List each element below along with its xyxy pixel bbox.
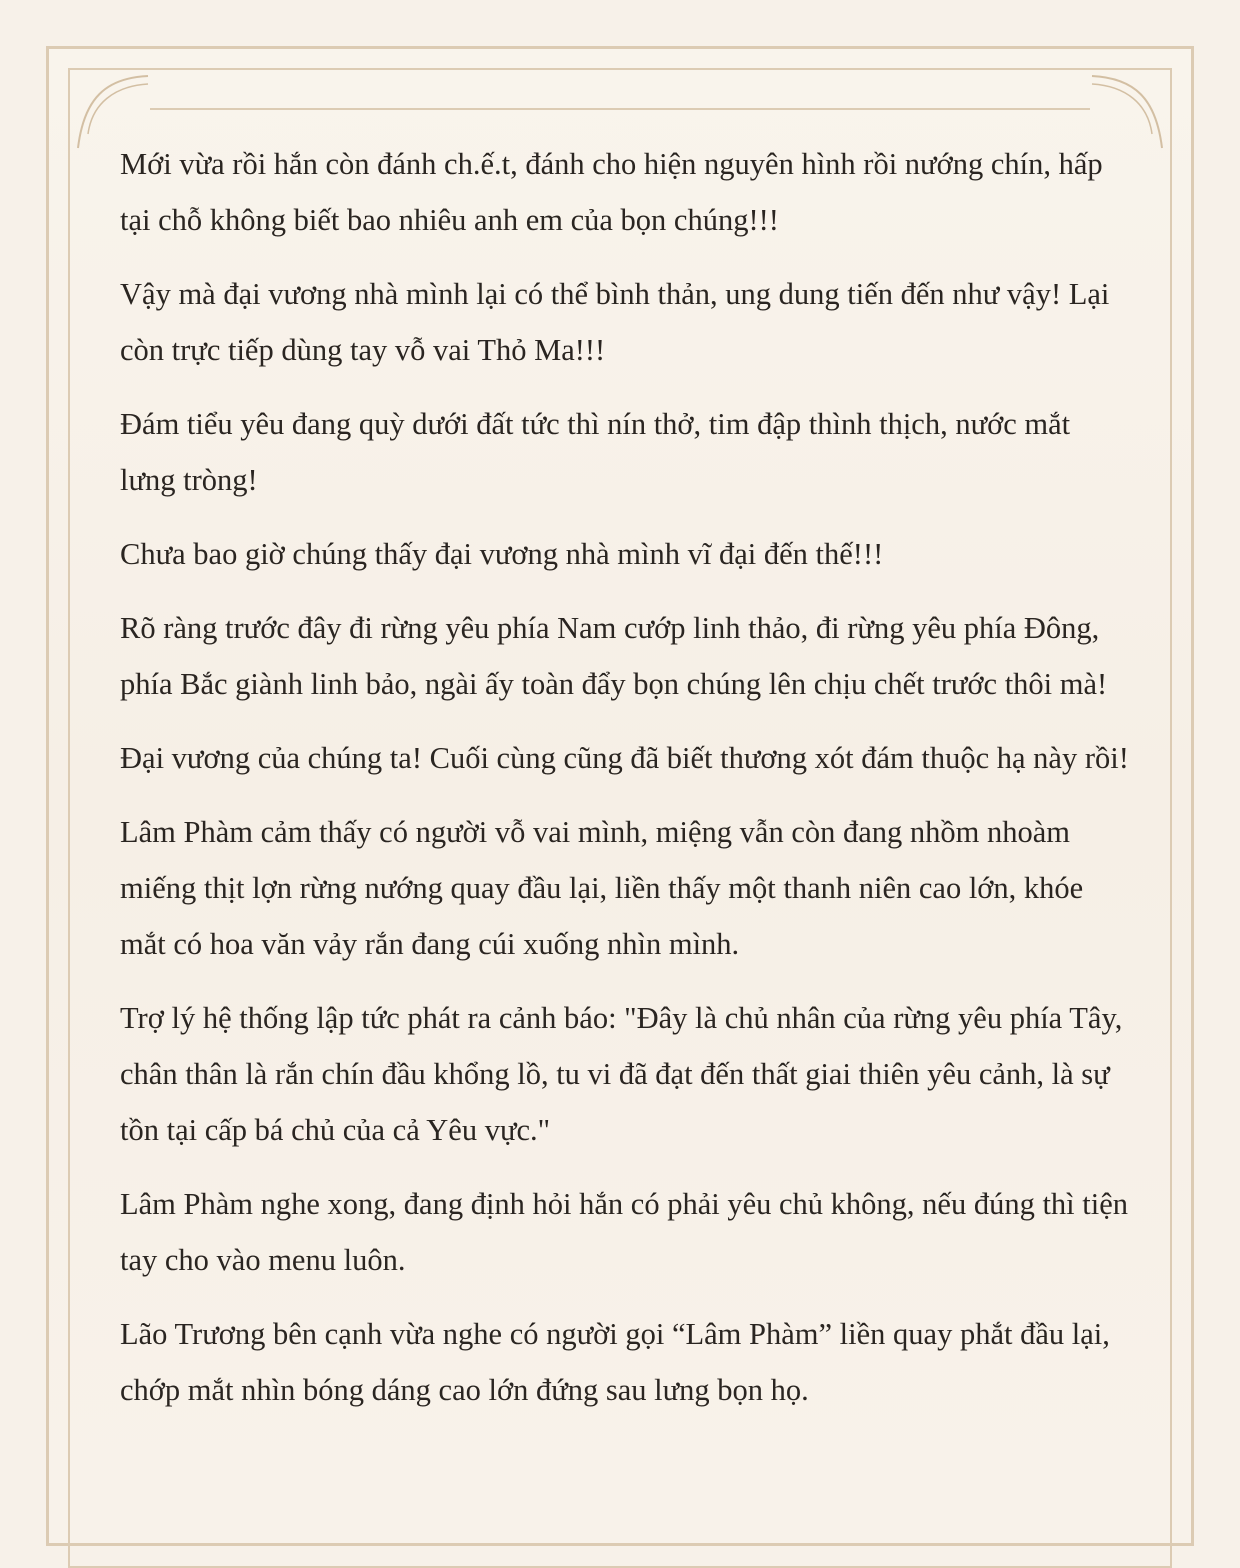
paragraph: Mới vừa rồi hắn còn đánh ch.ế.t, đánh cho hiện nguyên hình rồi nướng chín, hấp tại chỗ không biết bao nhiêu anh em của bọn chúng!!! xyxy=(120,147,1103,237)
paragraph: Lão Trương bên cạnh vừa nghe có người gọi “Lâm Phàm” liền quay phắt đầu lại, chớp mắt nhìn bóng dáng cao lớn đứng sau lưng bọn họ. xyxy=(120,1317,1110,1407)
paragraph: Đại vương của chúng ta! Cuối cùng cũng đã biết thương xót đám thuộc hạ này rồi! xyxy=(120,741,1129,775)
paragraph: Chưa bao giờ chúng thấy đại vương nhà mình vĩ đại đến thế!!! xyxy=(120,537,884,571)
chapter-text xyxy=(120,136,1130,1436)
paragraph: Vậy mà đại vương nhà mình lại có thể bình thản, ung dung tiến đến như vậy! Lại còn trực tiếp dùng tay vỗ vai Thỏ Ma!!! xyxy=(120,277,1110,367)
paragraph: Đám tiểu yêu đang quỳ dưới đất tức thì nín thở, tim đập thình thịch, nước mắt lưng tròng! xyxy=(120,407,1071,497)
paragraph: Lâm Phàm cảm thấy có người vỗ vai mình, miệng vẫn còn đang nhồm nhoàm miếng thịt lợn rừng nướng quay đầu lại, liền thấy một thanh niên cao lớn, khóe mắt có hoa văn vảy rắn đang cúi xuống nhìn mình. xyxy=(120,815,1084,961)
paragraph: Lâm Phàm nghe xong, đang định hỏi hắn có phải yêu chủ không, nếu đúng thì tiện tay cho vào menu luôn. xyxy=(120,1187,1129,1277)
top-divider-line xyxy=(150,108,1090,110)
paragraph: Rõ ràng trước đây đi rừng yêu phía Nam cướp linh thảo, đi rừng yêu phía Đông, phía Bắc giành linh bảo, ngài ấy toàn đẩy bọn chúng lên chịu chết trước thôi mà! xyxy=(120,611,1108,701)
paragraph: Trợ lý hệ thống lập tức phát ra cảnh báo: "Đây là chủ nhân của rừng yêu phía Tây, chân thân là rắn chín đầu khổng lồ, tu vi đã đạt đến thất giai thiên yêu cảnh, là sự tồn tại cấp bá chủ của cả Yêu vực." xyxy=(120,1001,1123,1147)
